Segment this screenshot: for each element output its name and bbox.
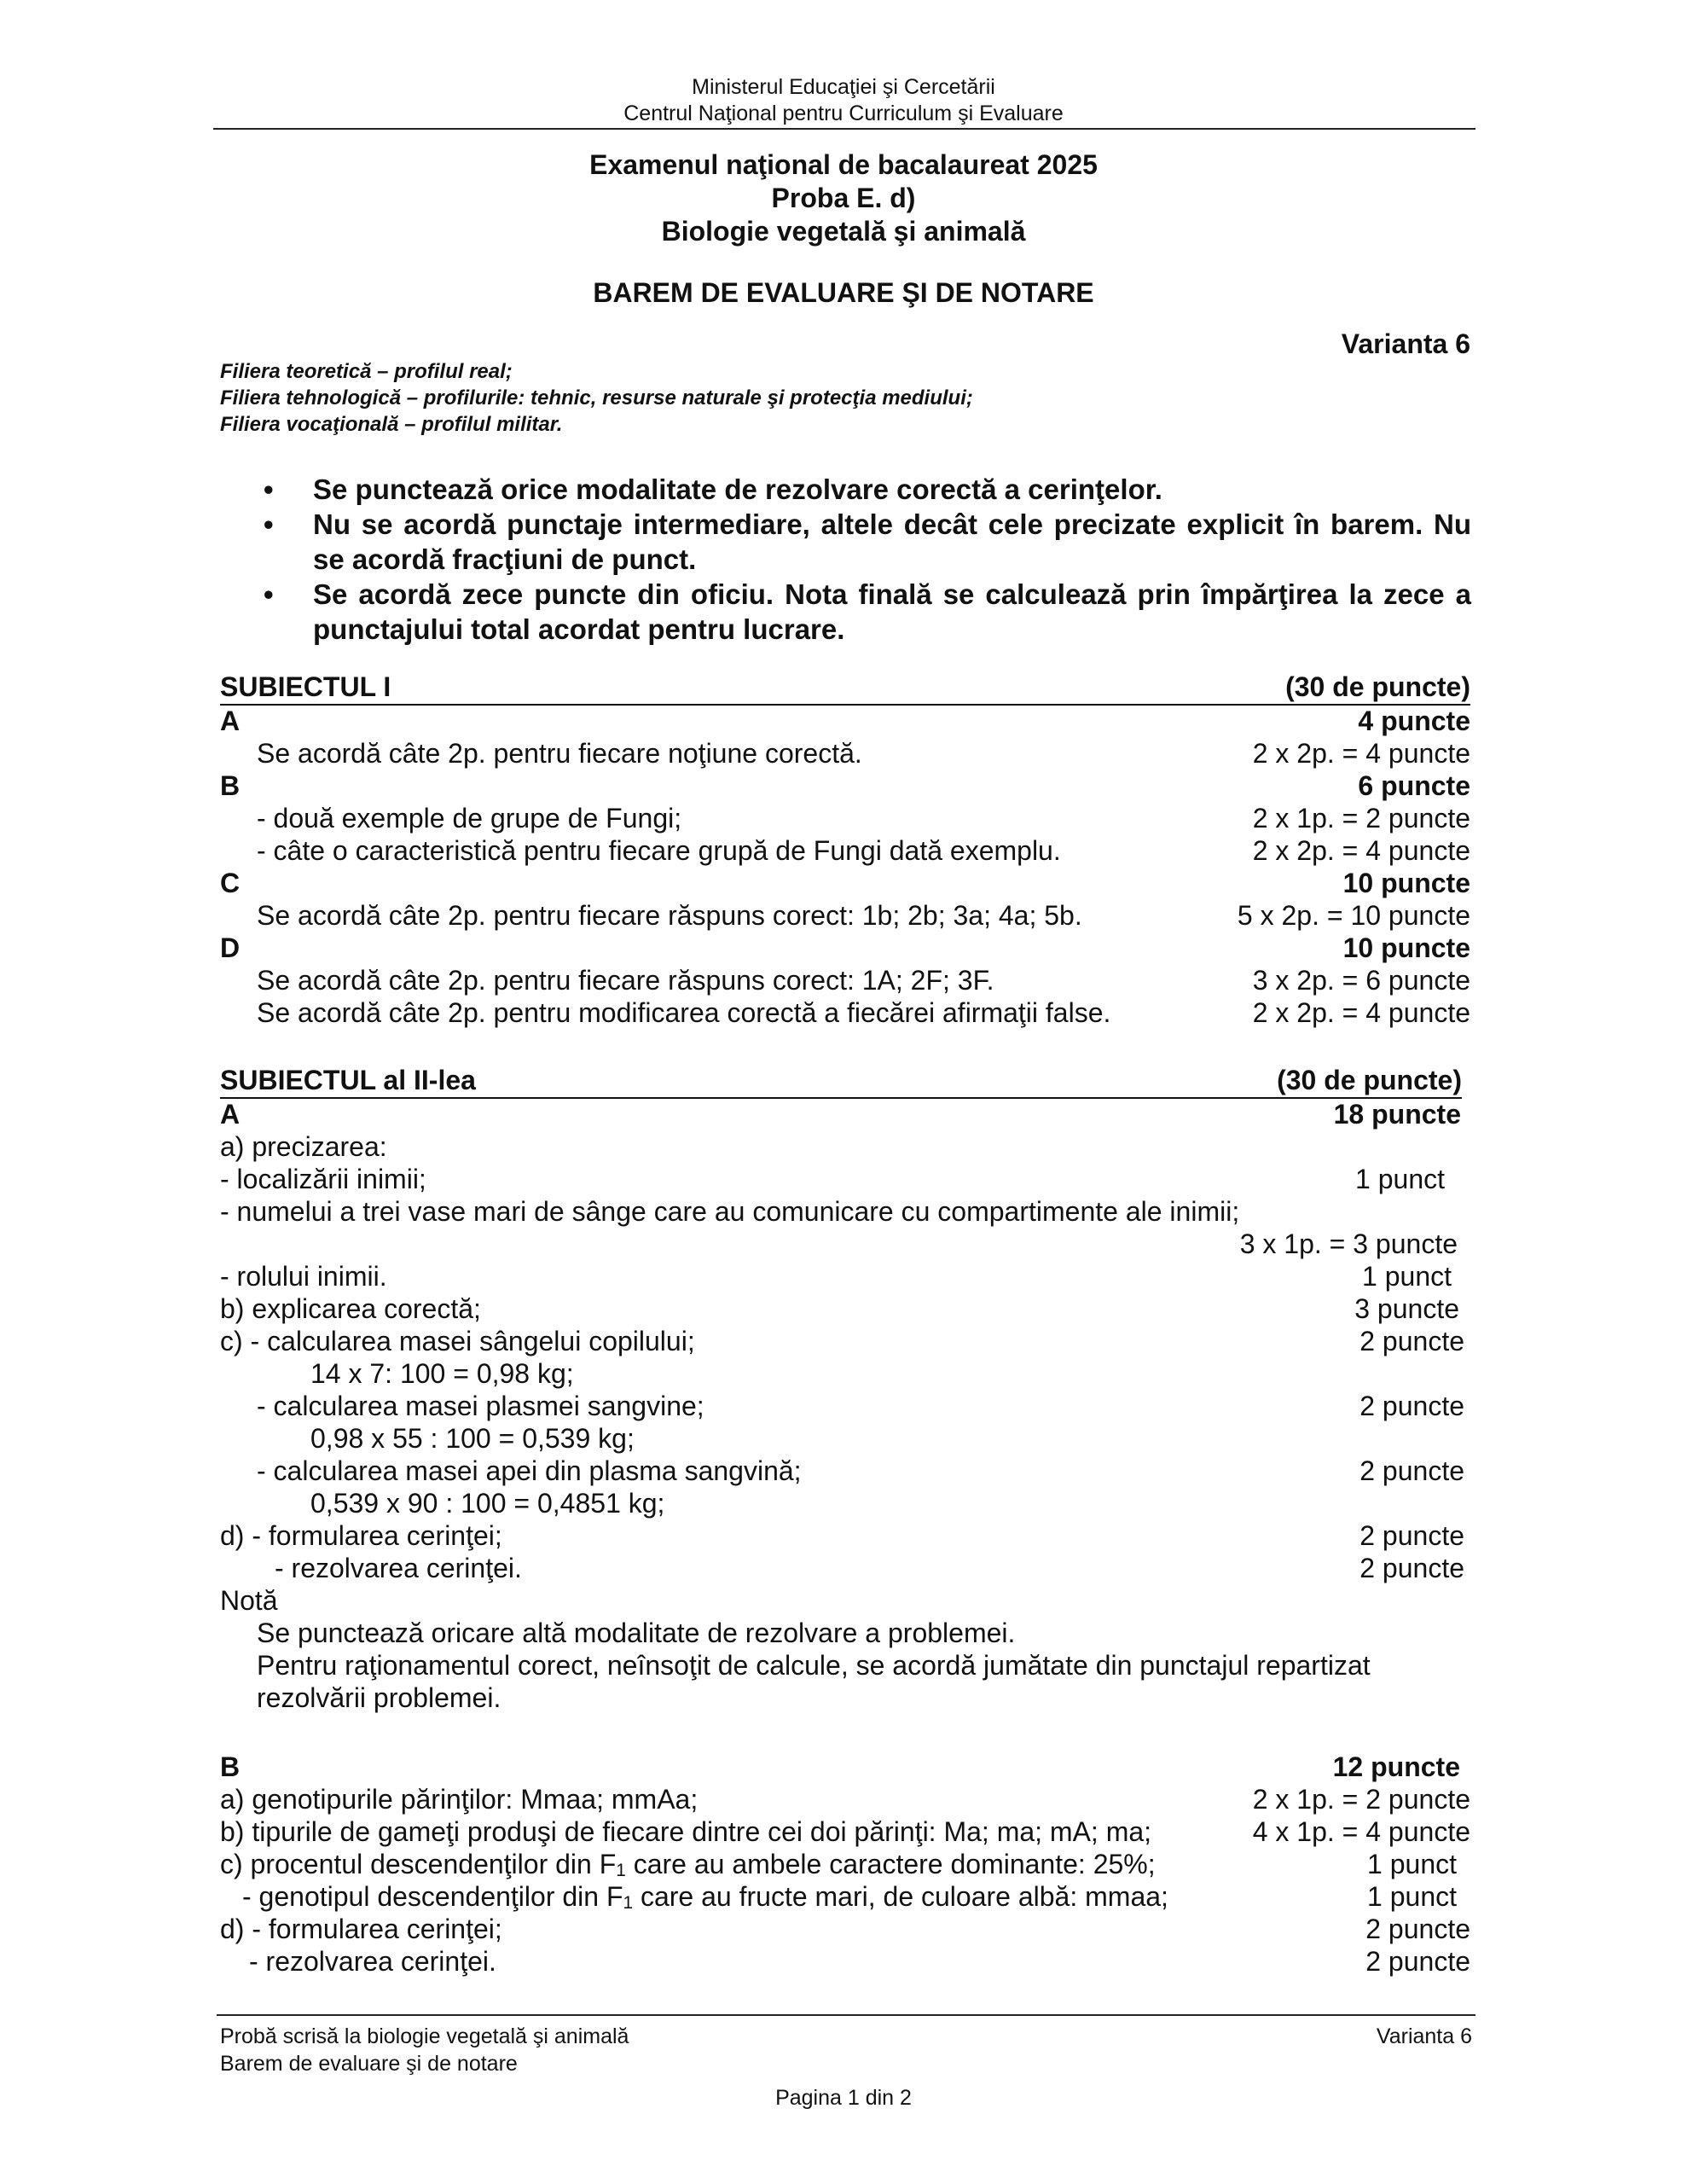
calculation-row: 14 x 7: 100 = 0,98 kg;: [310, 1358, 574, 1389]
rule-text: Nu se acordă punctaje intermediare, altele decât cele precizate explicit în barem. Nu se acordă fracţiuni de punct.: [313, 508, 1471, 575]
bullet-icon: •: [264, 578, 274, 610]
proba-title: Proba E. d): [771, 183, 916, 213]
item-heading: B 6 puncte: [220, 770, 1470, 801]
criterion-row: - rezolvarea cerinţei. 2 puncte: [249, 1946, 1470, 1977]
exam-title: Examenul naţional de bacalaureat 2025: [589, 149, 1098, 180]
note-line: Pentru raţionamentul corect, neînsoţit de calcule, se acordă jumătate din punctajul repartizat: [257, 1650, 1371, 1681]
variant-label: Varianta 6: [1341, 328, 1470, 359]
criterion-row: c) procentul descendenţilor din $F_1$ care au ambele caractere dominante: 25%; 1 punct: [220, 1849, 1457, 1880]
criterion-row: b) tipurile de gameţi produşi de fiecare dintre cei doi părinţi: Ma; ma; mA; ma; 4 x 1p. = 4 puncte: [220, 1816, 1470, 1847]
footer-exam-name: Probă scrisă la biologie vegetală şi animală: [220, 2024, 629, 2048]
header-ministry: Ministerul Educaţiei şi Cercetării: [692, 75, 995, 99]
note-heading: Notă: [220, 1585, 278, 1616]
criterion-row: - două exemple de grupe de Fungi; 2 x 1p. = 2 puncte: [257, 803, 1470, 834]
filiera-line: Filiera vocaţională – profilul militar.: [220, 413, 563, 436]
criterion-row: - rolului inimii. 1 punct: [220, 1261, 1452, 1292]
criterion-row: a) genotipurile părinţilor: Mmaa; mmAa; 2 x 1p. = 2 puncte: [220, 1784, 1470, 1815]
subject-title: Biologie vegetală şi animală: [661, 216, 1026, 247]
criterion-row: - rezolvarea cerinţei. 2 puncte: [275, 1553, 1464, 1583]
header-center: Centrul Naţional pentru Curriculum şi Evaluare: [623, 102, 1064, 125]
page-number: Pagina 1 din 2: [775, 2086, 912, 2110]
criterion-row: - câte o caracteristică pentru fiecare grupă de Fungi dată exemplu. 2 x 2p. = 4 puncte: [257, 835, 1470, 866]
item-heading: A 18 puncte: [220, 1099, 1461, 1130]
item-heading: C 10 puncte: [220, 868, 1470, 898]
criterion-row: Se acordă câte 2p. pentru fiecare răspuns corect: 1b; 2b; 3a; 4a; 5b. 5 x 2p. = 10 puncte: [257, 900, 1470, 931]
note-line: Se punctează oricare altă modalitate de rezolvare a problemei.: [257, 1618, 1016, 1648]
criterion-row: d) - formularea cerinţei; 2 puncte: [220, 1520, 1464, 1551]
criterion-row: Se acordă câte 2p. pentru fiecare noţiune corectă. 2 x 2p. = 4 puncte: [257, 738, 1470, 769]
section-title: SUBIECTUL al II-lea: [220, 1065, 476, 1095]
header-divider: [213, 128, 1475, 130]
barem-title: BAREM DE EVALUARE ŞI DE NOTARE: [593, 277, 1094, 308]
item-heading: B 12 puncte: [220, 1751, 1460, 1782]
criterion-row: Se acordă câte 2p. pentru fiecare răspuns corect: 1A; 2F; 3F. 3 x 2p. = 6 puncte: [257, 965, 1470, 996]
footer-divider: [217, 2014, 1475, 2016]
criterion-row: b) explicarea corectă; 3 puncte: [220, 1293, 1459, 1324]
filiera-line: Filiera teoretică – profilul real;: [220, 360, 513, 383]
rule-text: Se acordă zece puncte din oficiu. Nota finală se calculează prin împărţirea la zece a punctajului total acordat pentru lucrare.: [313, 578, 1471, 645]
rule-text: Se punctează orice modalitate de rezolvare corectă a cerinţelor.: [313, 473, 1162, 505]
criterion-row: 3 x 1p. = 3 puncte: [1239, 1228, 1458, 1259]
criterion-row: c) - calcularea masei sângelui copilului; 2 puncte: [220, 1326, 1464, 1356]
criterion-row: - numelui a trei vase mari de sânge care au comunicare cu compartimente ale inimii;: [220, 1196, 1240, 1227]
criterion-row: a) precizarea:: [220, 1131, 387, 1162]
calculation-row: 0,98 x 55 : 100 = 0,539 kg;: [310, 1423, 635, 1454]
section-header-subiectul-2: [220, 1063, 1462, 1099]
item-heading: A 4 puncte: [220, 706, 1470, 736]
section-title: SUBIECTUL I: [220, 671, 391, 702]
section-points: (30 de puncte): [1277, 1065, 1462, 1095]
criterion-row: - calcularea masei plasmei sangvine; 2 puncte: [257, 1391, 1464, 1421]
filiera-line: Filiera tehnologică – profilurile: tehnic, resurse naturale şi protecţia mediului;: [220, 386, 973, 410]
rule-item: [264, 507, 1471, 577]
criterion-row: - calcularea masei apei din plasma sangvină; 2 puncte: [257, 1455, 1464, 1486]
section-points: (30 de puncte): [1285, 671, 1470, 702]
section-header-subiectul-1: [220, 670, 1470, 706]
criterion-row: - genotipul descendenţilor din $F_1$ care au fructe mari, de culoare albă: mmaa; 1 punct: [242, 1881, 1457, 1913]
calculation-row: 0,539 x 90 : 100 = 0,4851 kg;: [310, 1488, 665, 1519]
bullet-icon: •: [264, 473, 274, 505]
footer-barem-name: Barem de evaluare şi de notare: [220, 2052, 518, 2076]
bullet-icon: •: [264, 508, 274, 540]
rule-item: [264, 577, 1471, 647]
criterion-row: - localizării inimii; 1 punct: [220, 1164, 1445, 1194]
rule-item: [264, 472, 1471, 507]
criterion-row: d) - formularea cerinţei; 2 puncte: [220, 1914, 1470, 1944]
footer-variant: Varianta 6: [1376, 2024, 1472, 2048]
criterion-row: Se acordă câte 2p. pentru modificarea corectă a fiecărei afirmaţii false. 2 x 2p. = 4 puncte: [257, 997, 1470, 1028]
note-line: rezolvării problemei.: [257, 1682, 501, 1713]
item-heading: D 10 puncte: [220, 932, 1470, 963]
